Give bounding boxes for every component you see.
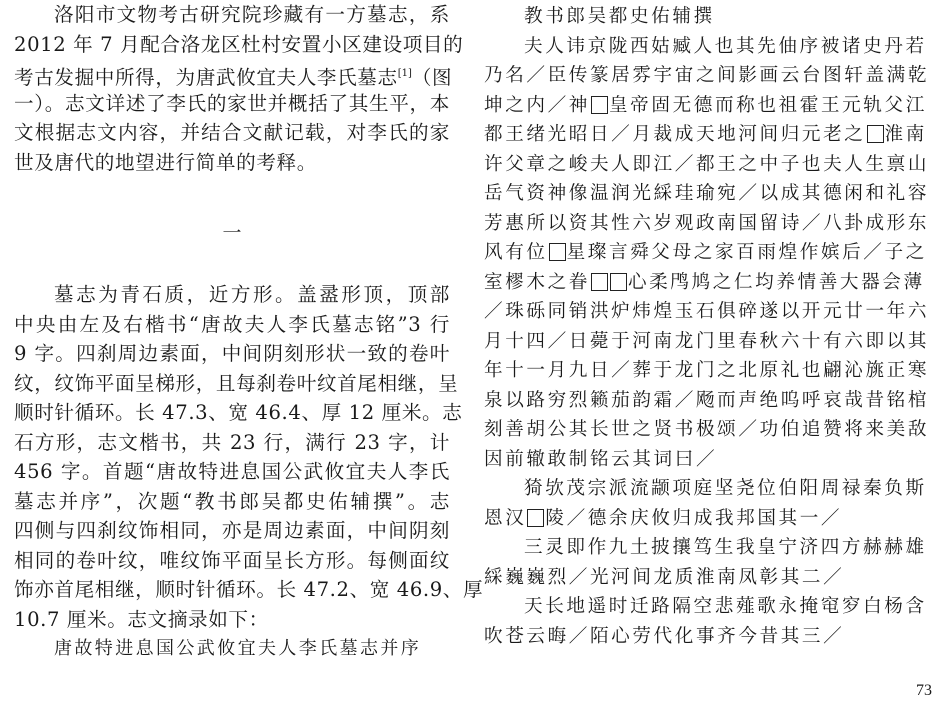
epitaph-line: 泉以路穷烈籁茄韵霜／飏而声绝呜呼哀哉昔铭棺: [484, 389, 930, 411]
text-line: 2012 年 7 月配合洛龙区杜村安置小区建设项目的: [14, 32, 464, 56]
missing-character-icon: [591, 273, 608, 291]
epitaph-line: 芳惠所以资其性六岁观政南国留诗／八卦成形东: [484, 212, 930, 234]
text-line: [14, 59, 453, 89]
text-span: 心柔鸤鸠之仁均养情善大器会薄: [627, 271, 925, 293]
intro-paragraph: [14, 0, 464, 177]
epitaph-line: [484, 120, 927, 150]
left-column: [14, 0, 484, 659]
text-span: 星璨言舜父母之家百雨煌作嫔后／子之: [566, 242, 927, 263]
epitaph-line: [484, 91, 927, 121]
text-line: 相同的卷叶纹，唯纹饰平面呈长方形。每侧面纹: [14, 548, 450, 572]
text-line: 墓志为青石质，近方形。盖盝形顶，顶部: [54, 283, 450, 306]
missing-character-icon: [610, 273, 627, 291]
text-line: 456 字。首题“唐故特进息国公武攸宜夫人李氏: [14, 460, 450, 483]
text-span: 陵／德余庆攸归成我邦国其一／: [545, 507, 843, 529]
epitaph-line: 夫人讳京陇西姑臧人也其先伷序被诸史丹若: [524, 35, 927, 57]
text-span: 坤之内／神: [484, 94, 590, 116]
epitaph-line: ／珠砾同销洪炉炜煌玉石俱碎遂以开元廿一年六: [484, 301, 930, 322]
text-line: 洛阳市文物考古研究院珍藏有一方墓志，系: [54, 3, 450, 26]
epitaph-line: 月十四／日薨于河南龙门里春秋六十有六即以其: [484, 330, 930, 352]
text-line: 纹，纹饰平面呈梯形，且每刹卷叶纹首尾相继，呈: [14, 371, 459, 395]
inscription-line: 吹苍云晦／陌心劳代化事齐今昔其三／: [484, 625, 845, 647]
text-line: 一）。志文详述了李氏的家世并概括了其生平，本: [14, 91, 450, 115]
missing-character-icon: [527, 509, 544, 527]
epitaph-line: 刻善胡公其长世之贤书极颂／功伯追赞将来美敌: [484, 419, 930, 440]
text-line: 顺时针循环。长 47.3、宽 46.4、厚 12 厘米。志: [14, 401, 463, 424]
epitaph-line: 乃名／臣传篆居雰宇宙之间影画云台图轩盖满乾: [484, 65, 930, 86]
description-paragraph: [14, 280, 484, 664]
epitaph-line: 岳气资神像温润光綵珪瑜宛／以成其德闲和礼容: [484, 183, 930, 204]
text-line: 世及唐代的地望进行简单的考释。: [14, 150, 317, 174]
inscription-line: 天长地遥时迁路隔空悲薤歌永掩窀穸白杨含: [524, 596, 927, 617]
text-line: 10.7 厘米。志文摘录如下：: [14, 607, 269, 631]
section-heading: 一: [222, 222, 242, 244]
inscription-line: 綵巍巍烈／光河间龙质淮南凤彰其二／: [484, 566, 845, 588]
inscription-line: 猗欤茂宗派流颛项庭坚尧位伯阳周禄秦负斯: [524, 478, 927, 499]
epitaph-title: 唐故特进息国公武攸宜夫人李氏墓志并序: [54, 638, 422, 659]
missing-character-icon: [867, 125, 884, 143]
missing-character-icon: [549, 243, 566, 261]
epitaph-inscription: [484, 474, 927, 651]
text-span: （图: [411, 66, 453, 89]
text-span: 都王绪光昭日／月裁成天地河间归元老之: [484, 124, 866, 145]
epitaph-preface: [484, 32, 930, 475]
text-span: 淮南: [884, 124, 927, 145]
text-span: 考古发掘中所得，为唐武攸宜夫人李氏墓志: [14, 66, 398, 89]
text-line: 文根据志文内容，并结合文献记载，对李氏的家: [14, 121, 450, 144]
inscription-line: 三灵即作九土披攘笃生我皇宁济四方赫赫雄: [524, 537, 927, 558]
inscription-line: [484, 504, 924, 534]
epitaph-line: 许父章之峻夫人即江／都王之中子也夫人生禀山: [484, 153, 930, 175]
text-span: 风有位: [484, 242, 548, 263]
text-line: 墓志并序”，次题“教书郎吴都史佑辅撰”。志: [14, 489, 450, 513]
text-line: 中央由左及右楷书“唐故夫人李氏墓志铭”3 行: [14, 312, 450, 336]
author-line: 教书郎吴都史佑辅撰: [524, 6, 715, 27]
epitaph-line: [484, 268, 924, 298]
missing-character-icon: [591, 96, 608, 114]
text-line: 石方形，志文楷书，共 23 行，满行 23 字，计: [14, 430, 450, 454]
text-span: 皇帝固无德而称也祖霍王元轨父江: [608, 94, 927, 116]
text-line: 饰亦首尾相继，顺时针循环。长 47.2、宽 46.9、厚: [14, 578, 484, 601]
text-line: 9 字。四刹周边素面，中间阴刻形状一致的卷叶: [14, 342, 450, 365]
text-line: 四侧与四刹纹饰相同，亦是周边素面，中间阴刻: [14, 519, 450, 542]
page-number: 73: [916, 682, 932, 699]
epitaph-line: 因前辙敢制铭云其词曰／: [484, 448, 718, 470]
text-span: 恩汉: [484, 507, 527, 529]
epitaph-line: [484, 238, 927, 268]
text-span: 室樛木之眷: [484, 271, 590, 293]
epitaph-line: 年十一月九日／葬于龙门之北原礼也翩沁旐正寒: [484, 360, 930, 381]
citation-mark[interactable]: [1]: [397, 68, 412, 79]
right-column: [484, 2, 930, 651]
